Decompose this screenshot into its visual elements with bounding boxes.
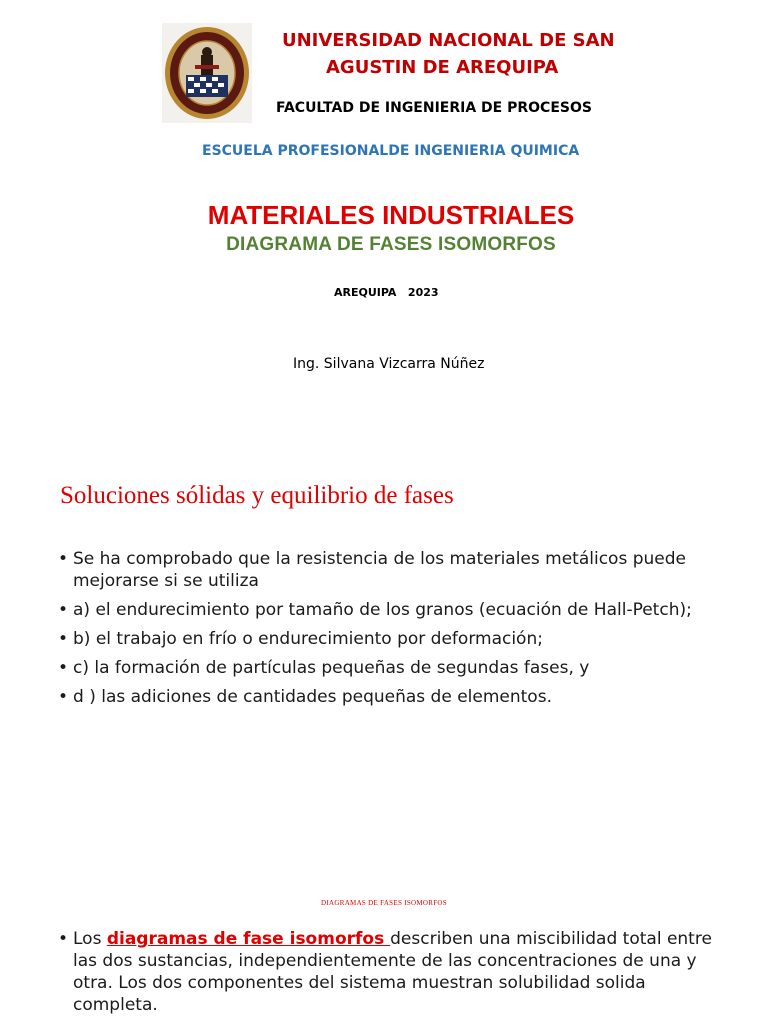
faculty-name: FACULTAD DE INGENIERIA DE PROCESOS — [276, 100, 592, 116]
university-name-line-2: AGUSTIN DE AREQUIPA — [326, 57, 559, 78]
city-year: AREQUIPA 2023 — [334, 286, 439, 299]
bullet-item: • d ) las adiciones de cantidades pequeñas de elementos. — [58, 686, 708, 708]
school-name: ESCUELA PROFESIONALDE INGENIERIA QUIMICA — [202, 143, 580, 159]
bullet-text: describen una miscibilidad total entre las dos sustancias, independientemente de las concentraciones de una y otra. Los dos componentes del sistema muestran solubilidad solida completa. — [73, 929, 712, 1015]
section-title: Soluciones sólidas y equilibrio de fases — [60, 482, 454, 509]
university-name-line-1: UNIVERSIDAD NACIONAL DE SAN — [282, 30, 615, 51]
bullet-item: • a) el endurecimiento por tamaño de los granos (ecuación de Hall-Petch); — [58, 599, 708, 621]
slide-small-title: DIAGRAMAS DE FASES ISOMORFOS — [321, 899, 447, 907]
bullet-dot: • — [58, 929, 69, 949]
bullet-list — [58, 548, 708, 715]
university-seal-icon — [162, 23, 252, 123]
bullet-item: • Se ha comprobado que la resistencia de los materiales metálicos puede mejorarse si se utiliza — [58, 548, 708, 592]
bullet-item: • c) la formación de partículas pequeñas de segundas fases, y — [58, 657, 708, 679]
course-title: MATERIALES INDUSTRIALES — [207, 200, 575, 230]
isomorphous-bullet — [58, 928, 733, 1016]
highlighted-term: diagramas de fase isomorfos — [106, 929, 391, 949]
author-name: Ing. Silvana Vizcarra Núñez — [293, 356, 485, 372]
bullet-item: • b) el trabajo en frío o endurecimiento por deformación; — [58, 628, 708, 650]
course-subtitle: DIAGRAMA DE FASES ISOMORFOS — [226, 234, 556, 255]
bullet-prefix: Los — [73, 929, 107, 949]
